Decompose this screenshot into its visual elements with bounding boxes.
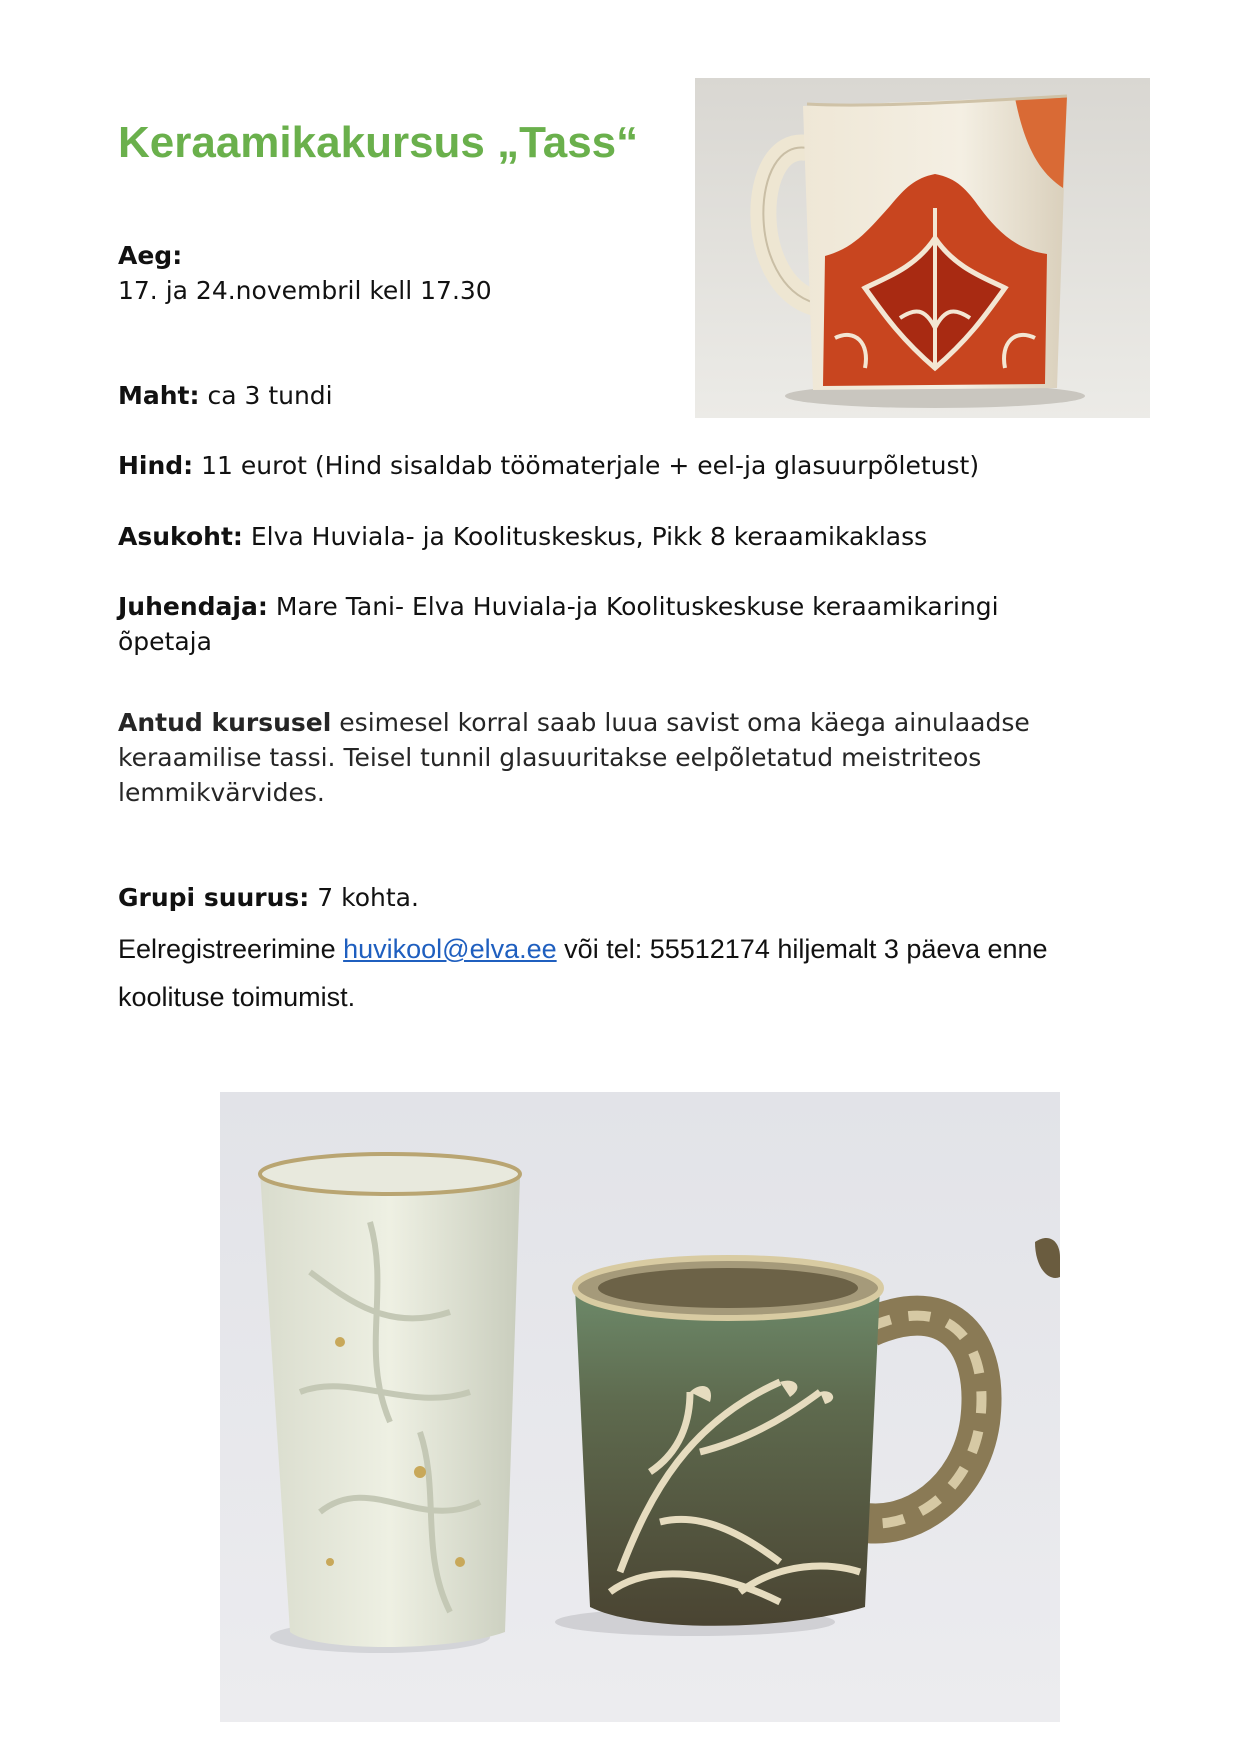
time-value: 17. ja 24.novembril kell 17.30 [118,276,492,305]
mug-photo-orange [695,78,1150,418]
page-title: Keraamikakursus „Tass“ [118,118,639,167]
instructor-label: Juhendaja: [118,592,268,621]
group-section [118,880,419,915]
location-value: Elva Huviala- ja Koolituskeskus, Pikk 8 keraamikaklass [250,522,928,551]
instructor-section [118,589,1078,659]
group-label: Grupi suurus: [118,883,310,912]
registration-suffix: või tel: 55512174 hiljemalt 3 päeva enne koolituse toimumist. [118,934,1048,1012]
description-section [118,705,1078,810]
instructor-value: Mare Tani- Elva Huviala-ja Koolituskeskuse keraamikaringi õpetaja [118,592,999,656]
location-section [118,519,927,554]
time-section [118,238,492,308]
registration-section [118,925,1108,1021]
description-label: Antud kursusel [118,708,332,737]
duration-label: Maht: [118,381,200,410]
duration-section [118,378,333,413]
price-label: Hind: [118,451,194,480]
registration-email-link[interactable]: huvikool@elva.ee [343,934,557,964]
price-value: 11 eurot (Hind sisaldab töömaterjale + eel-ja glasuurpõletust) [201,451,980,480]
mugs-photo-white-green [220,1092,1060,1722]
price-section [118,448,979,483]
duration-value: ca 3 tundi [207,381,333,410]
time-label: Aeg: [118,241,183,270]
description-value: esimesel korral saab luua savist oma käega ainulaadse keraamilise tassi. Teisel tunnil glasuuritakse eelpõletatud meistriteos lemmikvärvides. [118,708,1030,807]
group-value: 7 kohta. [317,883,419,912]
registration-prefix: Eelregistreerimine [118,934,336,964]
location-label: Asukoht: [118,522,243,551]
